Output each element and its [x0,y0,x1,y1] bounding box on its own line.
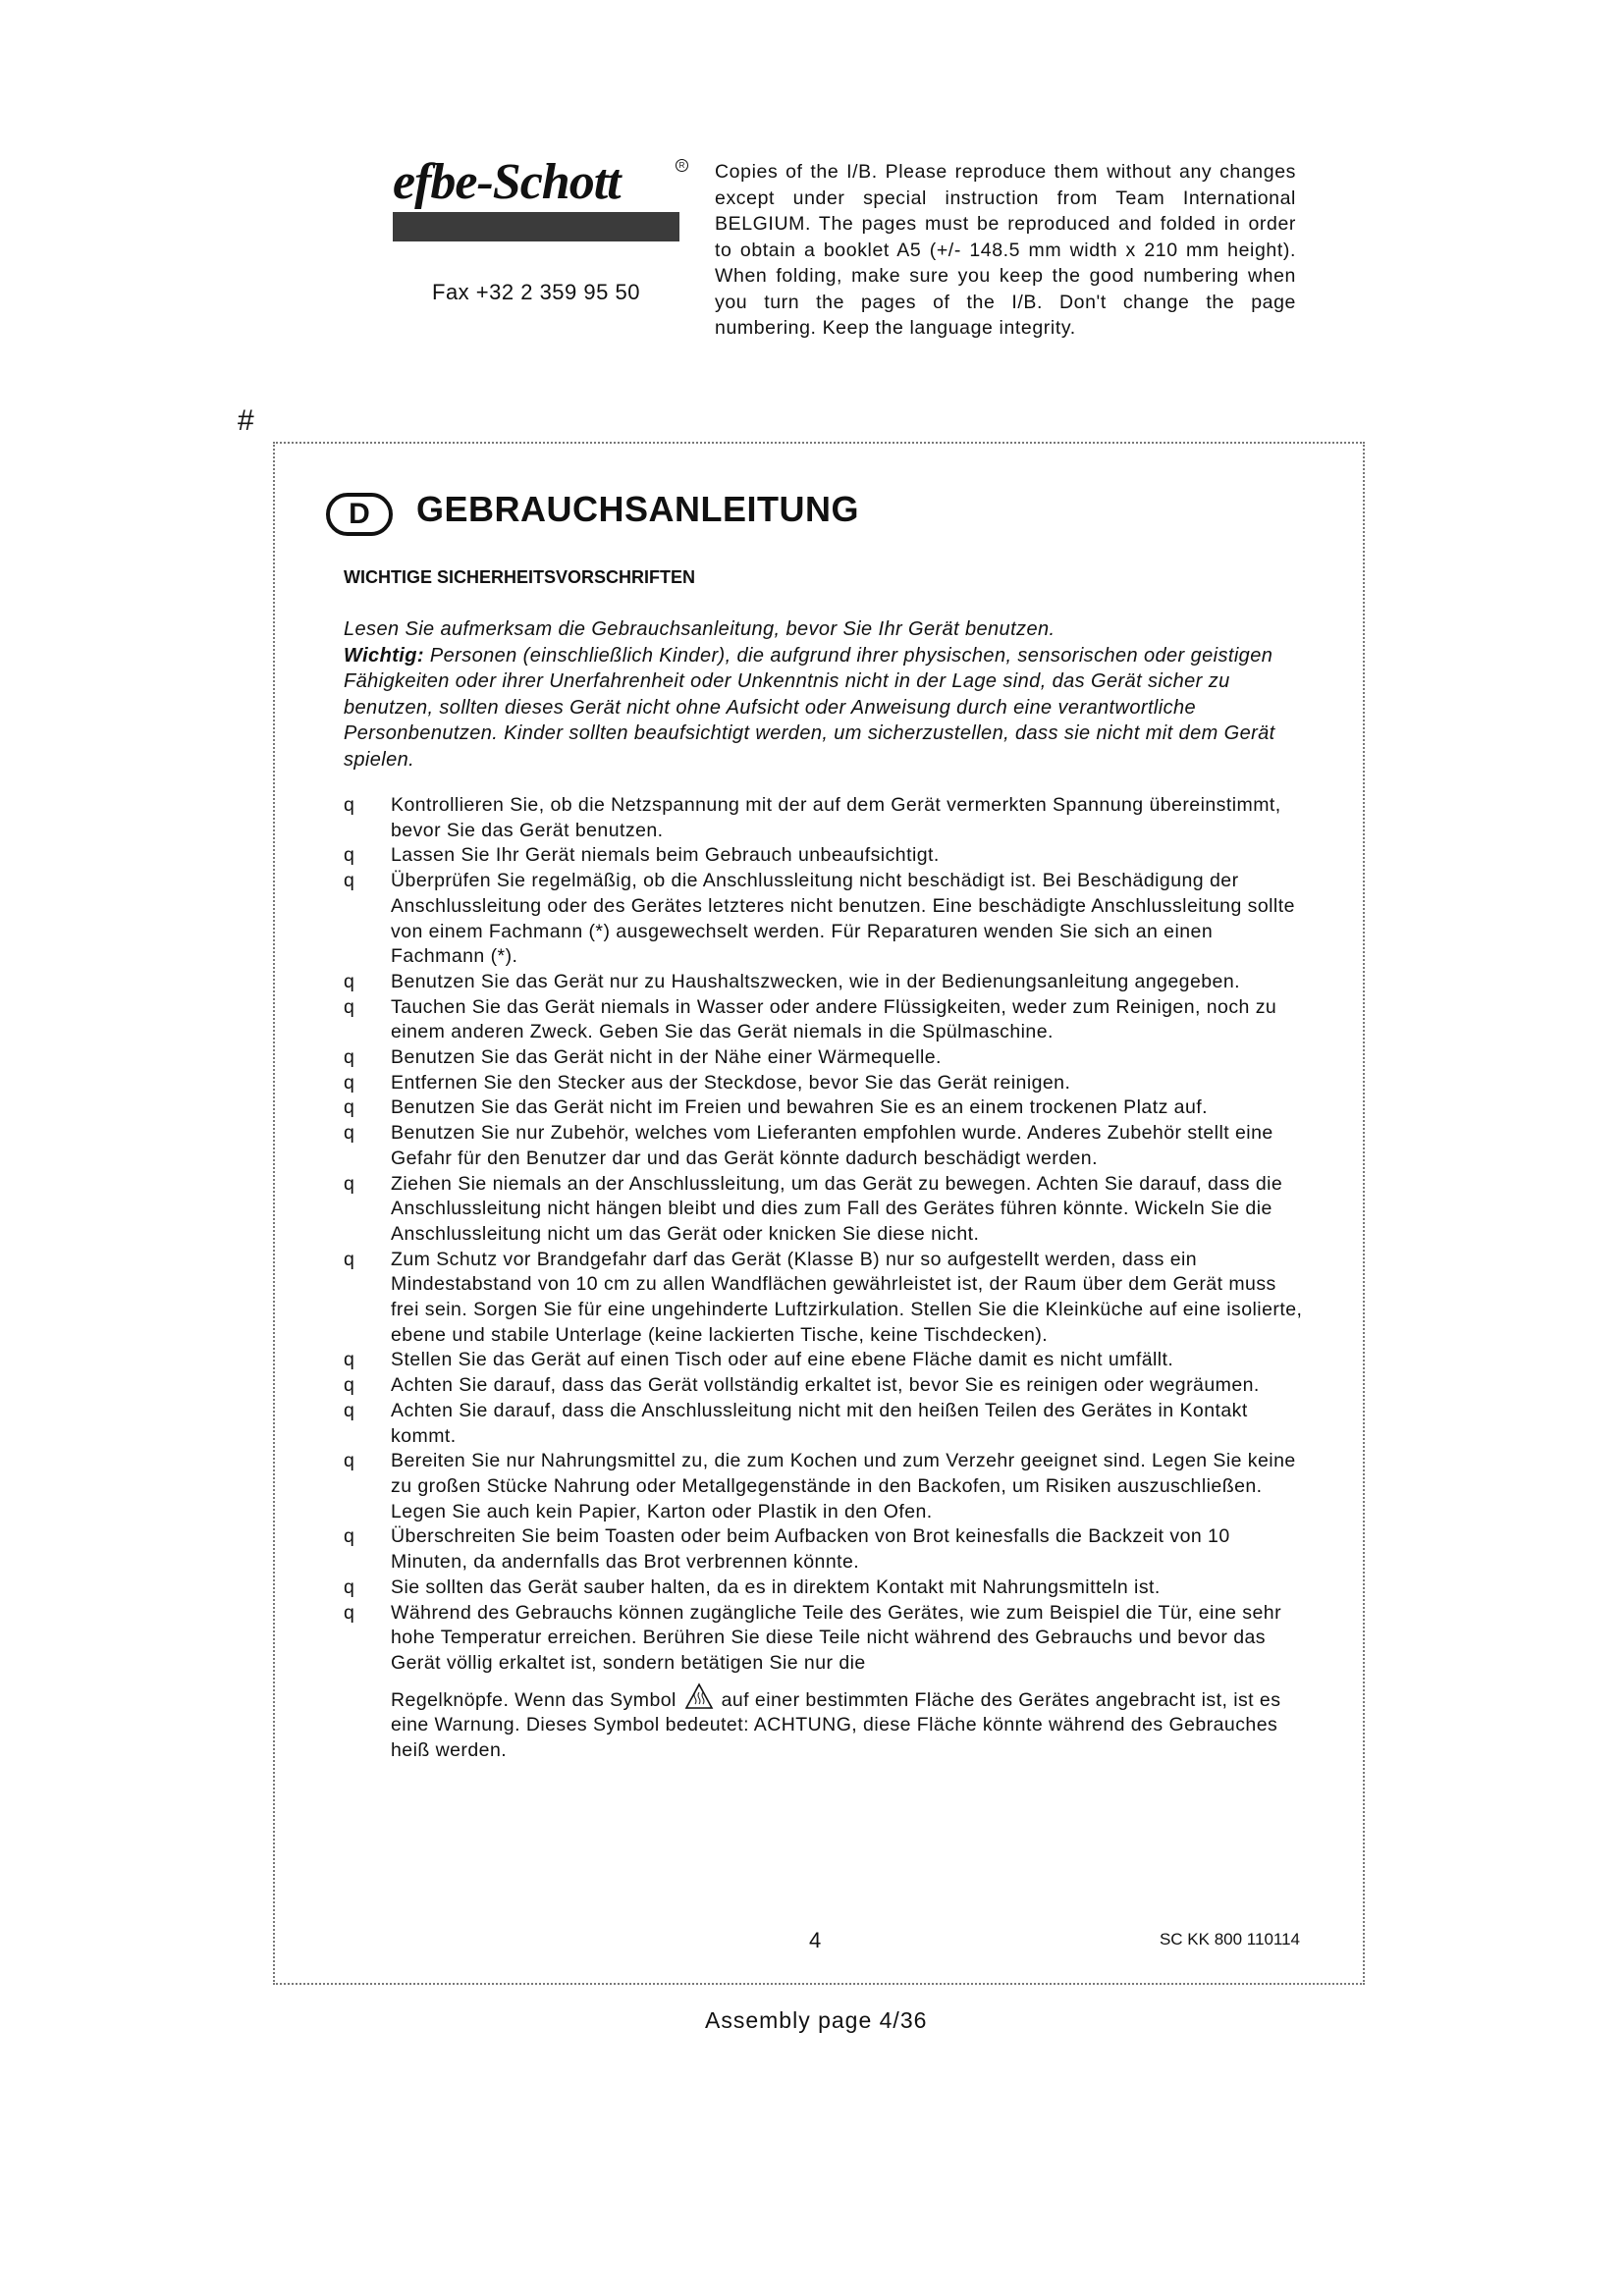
list-item [344,995,1306,1045]
bullet-mark: q [344,1071,355,1094]
language-badge: D [326,493,393,536]
bullet-mark: q [344,870,355,892]
hot-surface-warning-icon [684,1682,714,1710]
bullet-mark: q [344,1450,355,1472]
bullet-mark: q [344,794,355,816]
list-item-text: Kontrollieren Sie, ob die Netzspannung mit der auf dem Gerät vermerkten Spannung übereinstimmt, bevor Sie das Gerät benutzen. [391,794,1281,841]
logo-bar [393,212,679,241]
bullet-mark: q [344,1096,355,1119]
list-item-text: Tauchen Sie das Gerät niemals in Wasser oder andere Flüssigkeiten, weder zum Reinigen, noch zu einem anderen Zweck. Geben Sie das Gerät niemals in die Spülmaschine. [391,995,1277,1043]
list-item-text: Benutzen Sie das Gerät nicht in der Nähe einer Wärmequelle. [391,1046,942,1069]
important-text: Personen (einschließlich Kinder), die aufgrund ihrer physischen, sensorischen oder geistigen Fähigkeiten oder ihrer Unerfahrenheit oder Unkenntnis nicht in der Lage sind, das Gerät sicher zu benutzen, sollten dieses Gerät nicht ohne Aufsicht oder Anweisung durch eine verantwortliche Personbenutzen. Kinder sollten beaufsichtigt werden, um sicherzustellen, dass sie nicht mit dem Gerät spielen. [344,644,1275,771]
list-item [344,1524,1306,1575]
list-item [344,843,1306,869]
bullet-mark: q [344,844,355,867]
assembly-page-label: Assembly page 4/36 [705,2007,928,2033]
list-item [344,1348,1306,1373]
list-item [344,1071,1306,1096]
list-item-text: Entfernen Sie den Stecker aus der Steckdose, bevor Sie das Gerät reinigen. [391,1071,1071,1094]
list-item [344,970,1306,995]
list-item-text: Benutzen Sie das Gerät nicht im Freien und bewahren Sie es an einem trockenen Platz auf. [391,1096,1208,1119]
list-item [344,1172,1306,1248]
important-note [344,643,1284,774]
list-item-text: Regelknöpfe. Wenn das Symbol [391,1688,677,1711]
intro-line: Lesen Sie aufmerksam die Gebrauchsanleitung, bevor Sie Ihr Gerät benutzen. [344,618,1056,640]
list-item-text: Ziehen Sie niemals an der Anschlussleitung, um das Gerät zu bewegen. Achten Sie darauf, dass die Anschlussleitung nicht hängen bleibt und dies zum Fall des Gerätes führen könnte. Wickeln Sie die Anschlussleitung nicht um das Gerät oder knicken Sie diese nicht. [391,1172,1283,1245]
list-item [344,793,1306,843]
manual-title: GEBRAUCHSANLEITUNG [416,489,860,529]
list-item [344,1095,1306,1121]
bullet-mark: q [344,995,355,1018]
brand-logo [393,154,685,245]
list-item-text: Benutzen Sie das Gerät nur zu Haushaltszwecken, wie in der Bedienungsanleitung angegeben. [391,970,1241,992]
list-item-text: Überschreiten Sie beim Toasten oder beim Aufbacken von Brot keinesfalls die Backzeit von 10 Minuten, da andernfalls das Brot verbrennen könnte. [391,1525,1230,1574]
bullet-mark: q [344,1122,355,1145]
list-item [344,1121,1306,1171]
page-number: 4 [809,1928,822,1952]
list-item-text: Achten Sie darauf, dass die Anschlussleitung nicht mit den heißen Teilen des Gerätes in Kontakt kommt. [391,1399,1248,1447]
list-item-text: Sie sollten das Gerät sauber halten, da es in direktem Kontakt mit Nahrungsmitteln ist. [391,1575,1161,1598]
list-item-text: Bereiten Sie nur Nahrungsmittel zu, die zum Kochen und zum Verzehr geeignet sind. Legen Sie keine zu großen Stücke Nahrung oder Metallgegenstände in den Backofen, um Risiken auszuschließen. Legen Sie auch kein Papier, Karton oder Plastik in den Ofen. [391,1450,1296,1522]
list-item-text: Achten Sie darauf, dass das Gerät vollständig erkaltet ist, bevor Sie es reinigen oder wegräumen. [391,1374,1260,1397]
bullet-mark: q [344,1525,355,1548]
safety-heading: WICHTIGE SICHERHEITSVORSCHRIFTEN [344,567,696,587]
intro-block [344,616,1284,773]
list-item-text: Überprüfen Sie regelmäßig, ob die Anschlussleitung nicht beschädigt ist. Bei Beschädigung der Anschlussleitung oder des Gerätes letzteres nicht benutzen. Eine beschädigte Anschlussleitung sollte von einem Fachmann (*) ausgewechselt werden. Für Reparaturen wenden Sie sich an einen Fachmann (*). [391,870,1295,968]
important-label: Wichtig: [344,644,424,667]
bullet-mark: q [344,1601,355,1624]
bullet-mark: q [344,970,355,992]
bullet-mark: q [344,1349,355,1371]
bullet-mark: q [344,1248,355,1270]
fax-number: Fax +32 2 359 95 50 [432,280,640,304]
document-code: SC KK 800 110114 [1159,1930,1300,1949]
list-item-warning [344,1601,1306,1764]
list-item [344,1575,1306,1601]
list-item-text: Während des Gebrauchs können zugängliche Teile des Gerätes, wie zum Beispiel die Tür, eine sehr hohe Temperatur erreichen. Berühren Sie diese Teile nicht während des Gebrauchs und bevor das Gerät völlig erkaltet ist, sondern betätigen Sie nur die [391,1601,1282,1674]
list-item-text: Zum Schutz vor Brandgefahr darf das Gerät (Klasse B) nur so aufgestellt werden, dass ein Mindestabstand von 10 cm zu allen Wandflächen gewährleistet ist, der Raum über dem Gerät muss frei sein. Sorgen Sie für eine ungehinderte Luftzirkulation. Stellen Sie die Kleinküche auf eine isolierte, ebene und stabile Unterlage (keine lackierten Tische, keine Tischdecken). [391,1248,1303,1346]
bullet-mark: q [344,1399,355,1421]
bullet-mark: q [344,1046,355,1069]
registered-mark: R [676,159,688,172]
list-item-text: auf einer bestimmten Fläche des Gerätes angebracht ist, ist es eine Warnung. Dieses Symbol bedeutet: ACHTUNG, diese Fläche könnte während des Gebrauches heiß werden. [391,1688,1281,1762]
manual-page [273,442,1365,1985]
hash-mark: # [238,404,254,437]
list-item-text: Benutzen Sie nur Zubehör, welches vom Lieferanten empfohlen wurde. Anderes Zubehör stellt eine Gefahr für den Benutzer dar und das Gerät könnte dadurch beschädigt werden. [391,1122,1273,1169]
list-item [344,1373,1306,1399]
list-item-text: Lassen Sie Ihr Gerät niemals beim Gebrauch unbeaufsichtigt. [391,844,940,867]
list-item-text: Stellen Sie das Gerät auf einen Tisch oder auf eine ebene Fläche damit es nicht umfällt. [391,1349,1174,1371]
list-item [344,869,1306,970]
bullet-mark: q [344,1575,355,1598]
safety-list [344,793,1306,1764]
copy-instructions: Copies of the I/B. Please reproduce them without any changes except under special instruction from Team International BELGIUM. The pages must be reproduced and folded in order to obtain a booklet A5 (+/- 148.5 mm width x 210 mm height). When folding, make sure you keep the good numbering when you turn the pages of the I/B. Don't change the page numbering. Keep the language integrity. [715,161,1296,339]
list-item [344,1449,1306,1524]
brand-name: efbe-Schott [393,154,621,210]
list-item [344,1399,1306,1449]
bullet-mark: q [344,1374,355,1397]
bullet-mark: q [344,1172,355,1195]
list-item [344,1248,1306,1349]
list-item [344,1045,1306,1071]
